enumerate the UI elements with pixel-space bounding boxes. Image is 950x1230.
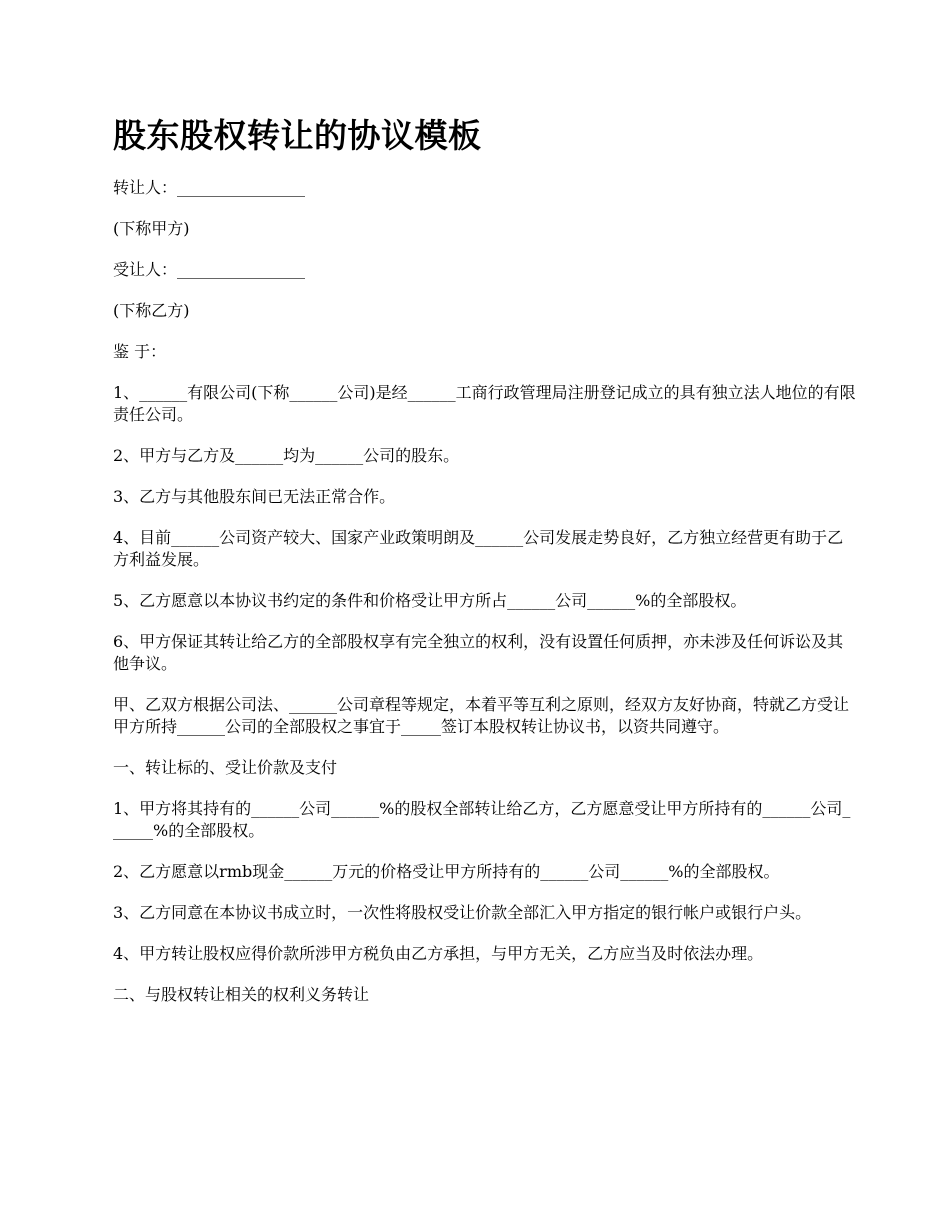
section-1-heading: 一、转让标的、受让价款及支付 — [113, 758, 338, 777]
party-b-note: (下称乙方) — [113, 301, 190, 320]
transferor-line: 转让人：________________ — [113, 178, 306, 197]
section-1-clause-4: 4、甲方转让股权应得价款所涉甲方税负由乙方承担，与甲方无关，乙方应当及时依法办理。 — [113, 944, 764, 963]
section-1-clause-3: 3、乙方同意在本协议书成立时，一次性将股权受让价款全部汇入甲方指定的银行帐户或银行户头。 — [113, 903, 812, 922]
section-1-clause-1: 1、甲方将其持有的______公司______%的股权全部转让给乙方，乙方愿意受让甲方所持有的______公司______%的全部股权。 — [113, 799, 851, 840]
whereas-heading: 鉴 于： — [113, 342, 167, 361]
whereas-clause-5: 5、乙方愿意以本协议书约定的条件和价格受让甲方所占______公司______%的全部股权。 — [113, 591, 747, 610]
party-a-note: (下称甲方) — [113, 219, 190, 238]
whereas-clause-2: 2、甲方与乙方及______均为______公司的股东。 — [113, 446, 460, 465]
whereas-clause-6: 6、甲方保证其转让给乙方的全部股权享有完全独立的权利，没有设置任何质押，亦未涉及任何诉讼及其他争议。 — [113, 632, 844, 673]
document-title: 股东股权转让的协议模板 — [113, 116, 482, 155]
transferee-line: 受让人：________________ — [113, 260, 306, 279]
preamble-paragraph: 甲、乙双方根据公司法、______公司章程等规定，本着平等互利之原则，经双方友好协商，特就乙方受让甲方所持______公司的全部股权之事宜于_____签订本股权转让协议书，以资共同遵守。 — [113, 695, 850, 736]
whereas-clause-1: 1、______有限公司(下称______公司)是经______工商行政管理局注册登记成立的具有独立法人地位的有限责任公司。 — [113, 383, 856, 424]
section-1-clause-2: 2、乙方愿意以rmb现金______万元的价格受让甲方所持有的______公司______%的全部股权。 — [113, 862, 780, 881]
whereas-clause-3: 3、乙方与其他股东间已无法正常合作。 — [113, 487, 396, 506]
document-page — [113, 112, 858, 1025]
section-2-heading: 二、与股权转让相关的权利义务转让 — [113, 985, 370, 1004]
whereas-clause-4: 4、目前______公司资产较大、国家产业政策明朗及______公司发展走势良好，乙方独立经营更有助于乙方利益发展。 — [113, 528, 844, 569]
